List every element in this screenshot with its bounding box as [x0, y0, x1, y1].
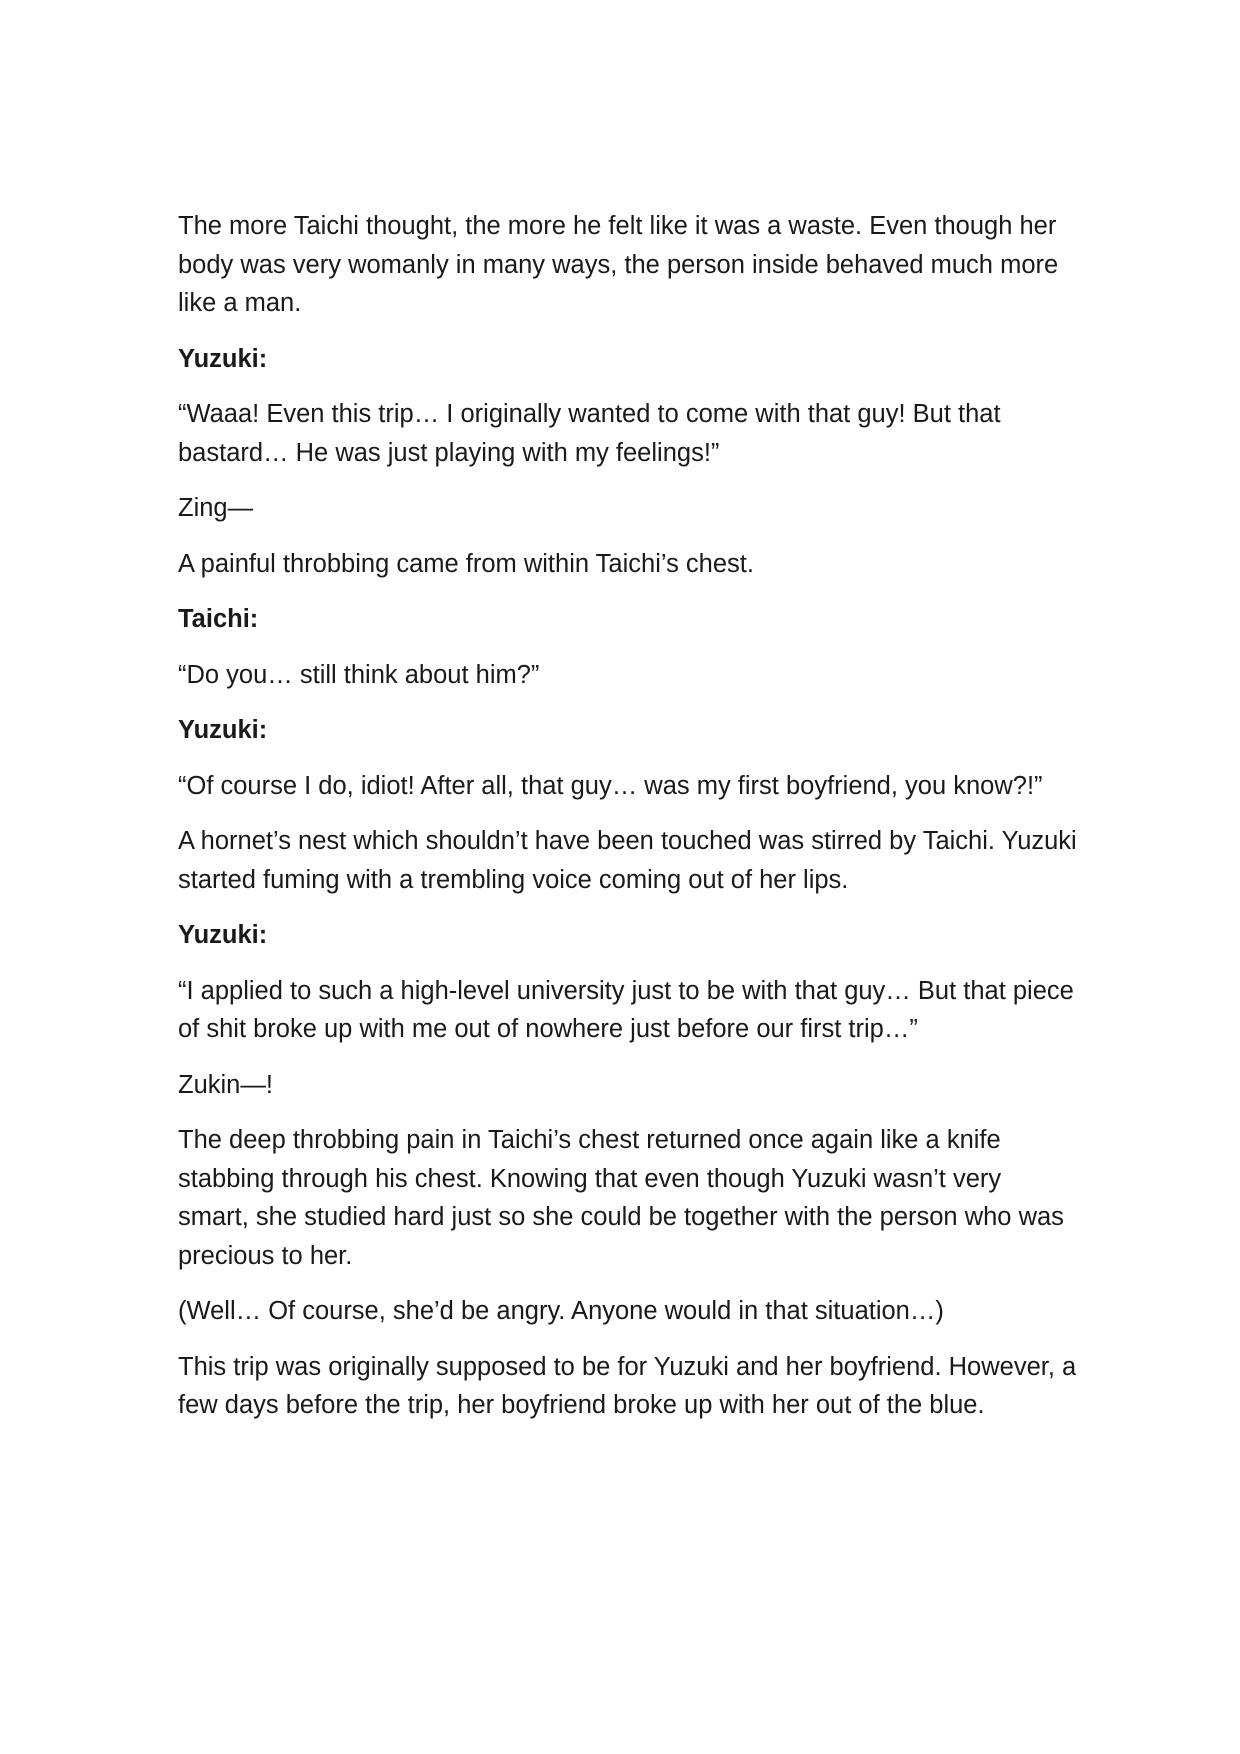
speaker-label: Yuzuki:: [178, 921, 268, 949]
narration-paragraph: The deep throbbing pain in Taichi’s chest returned once again like a knife stabbing through his chest. Knowing that even though Yuzuki wasn’t very smart, she studied hard just so she could be together with the person who was precious to her.: [178, 1126, 1064, 1270]
inner-thought: (Well… Of course, she’d be angry. Anyone would in that situation…): [178, 1297, 944, 1325]
body-text: [178, 207, 1078, 1442]
narration-paragraph: The more Taichi thought, the more he felt like it was a waste. Even though her body was very womanly in many ways, the person inside behaved much more like a man.: [178, 212, 1059, 317]
dialogue-paragraph: “I applied to such a high-level university just to be with that guy… But that piece of shit broke up with me out of nowhere just before our first trip…”: [178, 976, 1074, 1043]
speaker-label: Yuzuki:: [178, 344, 268, 373]
speaker-label: Yuzuki:: [178, 716, 268, 744]
dialogue-paragraph: “Of course I do, idiot! After all, that guy… was my first boyfriend, you know?!”: [178, 771, 1043, 800]
narration-paragraph: This trip was originally supposed to be for Yuzuki and her boyfriend. However, a few days before the trip, her boyfriend broke up with her out of the blue.: [178, 1352, 1077, 1419]
speaker-label: Taichi:: [178, 605, 259, 633]
narration-paragraph: A painful throbbing came from within Taichi’s chest.: [178, 549, 754, 578]
sound-effect: Zing—: [178, 494, 254, 522]
sound-effect: Zukin—!: [178, 1070, 273, 1099]
narration-paragraph: A hornet’s nest which shouldn’t have been touched was stirred by Taichi. Yuzuki started fuming with a trembling voice coming out of her lips.: [178, 827, 1077, 894]
dialogue-paragraph: “Waaa! Even this trip… I originally wanted to come with that guy! But that bastard… He was just playing with my feelings!”: [178, 400, 1001, 467]
dialogue-paragraph: “Do you… still think about him?”: [178, 660, 540, 689]
